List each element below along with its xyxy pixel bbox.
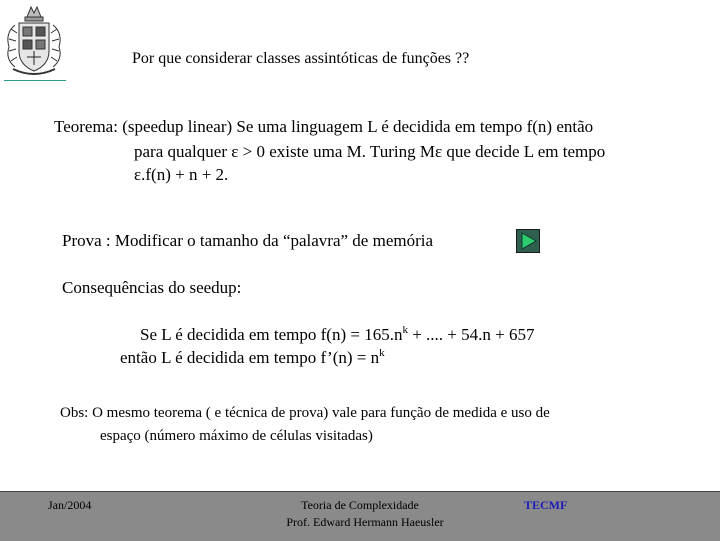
implication-line-1 — [140, 325, 534, 345]
implication-line-2 — [120, 348, 385, 368]
footer-course: Teoria de Complexidade — [301, 498, 419, 512]
obs-line-1: Obs: O mesmo teorema ( e técnica de prova) vale para função de medida e uso de — [60, 405, 550, 421]
play-button[interactable] — [516, 229, 540, 253]
theorem-line-1: Teorema: (speedup linear) Se uma linguagem L é decidida em tempo f(n) então — [54, 117, 594, 136]
theorem-line-3: ε.f(n) + n + 2. — [134, 165, 229, 184]
obs-line-2: espaço (número máximo de células visitadas) — [100, 428, 373, 444]
proof-text: Prova : Modificar o tamanho da “palavra” de memória — [62, 231, 434, 250]
implication-line-1-rest: + .... + 54.n + 657 — [407, 325, 535, 344]
exponent-k: k — [402, 324, 408, 336]
crest-underline — [4, 80, 66, 81]
exponent-k: k — [379, 347, 385, 359]
theorem-line-2: para qualquer ε > 0 existe uma M. Turing Mε que decide L em tempo — [134, 142, 606, 161]
footer-bar — [0, 491, 720, 541]
footer-brand: TECMF — [524, 498, 568, 512]
implication-line-1-text: Se L é decidida em tempo f(n) = 165.n — [140, 325, 403, 344]
slide-title: Por que considerar classes assintóticas de funções ?? — [132, 50, 470, 67]
coat-of-arms-icon — [3, 3, 65, 80]
footer-date: Jan/2004 — [48, 498, 92, 512]
footer-author: Prof. Edward Hermann Haeusler — [286, 515, 444, 529]
implication-line-2-text: então L é decidida em tempo f’(n) = n — [120, 348, 380, 367]
play-icon — [517, 230, 539, 252]
consequences-heading: Consequências do seedup: — [62, 278, 242, 297]
